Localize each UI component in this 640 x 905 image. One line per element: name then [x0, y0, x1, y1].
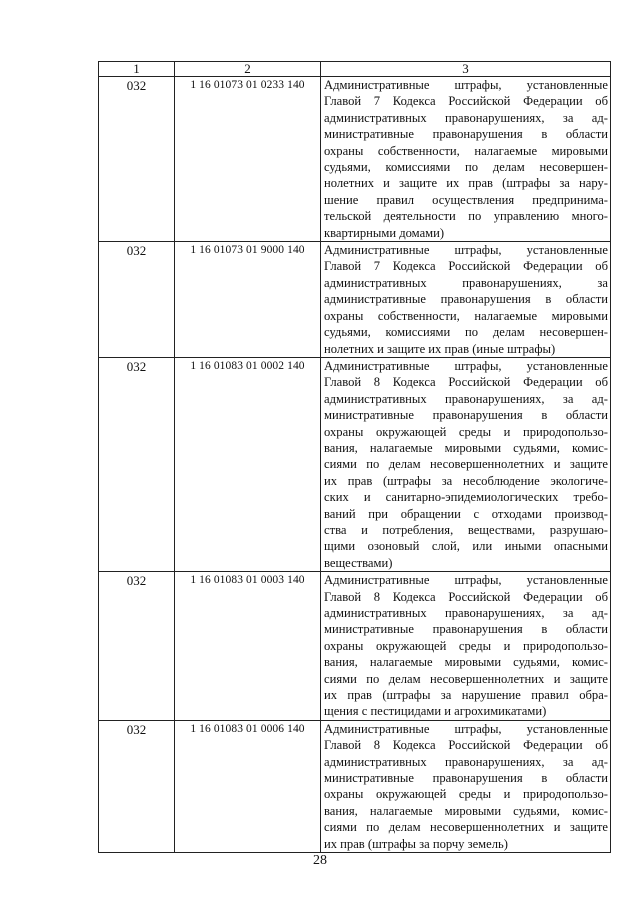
table-row [99, 720, 611, 852]
description-line: Главой 8 Кодекса Российской Федерации об [324, 738, 608, 753]
description-line: административных правонарушениях, за ад- [324, 754, 608, 769]
description-line: сиями по делам несовершеннолетних и защите [324, 820, 608, 835]
page-number: 28 [313, 853, 327, 868]
description-line: министративные правонарушения в области [324, 408, 608, 423]
description-line: нолетних и защите их прав (иные штрафы) [324, 341, 556, 356]
budget-code-cell: 1 16 01083 01 0006 140 [175, 720, 321, 852]
description-line: тельской деятельности по управлению много- [324, 209, 608, 224]
description-line: охраны собственности, налагаемые мировыми [324, 308, 608, 323]
description-line: нолетних и защите их прав (штрафы за нару- [324, 176, 608, 191]
description-line: Главой 8 Кодекса Российской Федерации об [324, 589, 608, 604]
description-line: вания, налагаемые мировыми судьями, комис- [324, 655, 608, 670]
description-cell [321, 242, 611, 358]
description-line: вания, налагаемые мировыми судьями, комис- [324, 803, 608, 818]
description-line: министративные правонарушения в области [324, 127, 608, 142]
description-line: ваний при обращении с отходами производ- [324, 506, 608, 521]
description-line: сиями по делам несовершеннолетних и защите [324, 671, 608, 686]
description-line: министративные правонарушения в области [324, 622, 608, 637]
description-line: их прав (штрафы за нарушение правил обра- [324, 688, 608, 703]
admin-code-cell: 032 [99, 720, 175, 852]
description-line: охраны собственности, налагаемые мировыми [324, 143, 608, 158]
description-line: квартирными домами) [324, 225, 445, 240]
description-line: Главой 8 Кодекса Российской Федерации об [324, 375, 608, 390]
description-cell [321, 720, 611, 852]
budget-code-cell: 1 16 01083 01 0002 140 [175, 357, 321, 571]
description-line: Административные штрафы, установленные [324, 78, 608, 92]
admin-code-cell: 032 [99, 242, 175, 358]
description-line: Главой 7 Кодекса Российской Федерации об [324, 94, 608, 109]
description-line: охраны окружающей среды и природопользо- [324, 787, 608, 802]
description-cell [321, 77, 611, 242]
table-row [99, 572, 611, 721]
admin-code-cell: 032 [99, 357, 175, 571]
description-line: шение правил осуществления предпринима- [324, 192, 608, 207]
header-col-1: 1 [99, 62, 175, 77]
description-line: административных правонарушениях, за ад- [324, 110, 608, 125]
description-line: вания, налагаемые мировыми судьями, комис- [324, 440, 608, 455]
description-line: их прав (штрафы за несоблюдение экологиче- [324, 473, 608, 488]
description-line: судьями, комиссиями по делам несовершен- [324, 325, 608, 340]
description-line: ства и потребления, веществами, разрушаю- [324, 522, 608, 537]
description-line: щими озоновый слой, или иными опасными [324, 539, 608, 554]
description-line: охраны окружающей среды и природопользо- [324, 424, 608, 439]
table-row [99, 242, 611, 358]
budget-code-cell: 1 16 01083 01 0003 140 [175, 572, 321, 721]
admin-code-cell: 032 [99, 572, 175, 721]
description-line: веществами) [324, 555, 393, 570]
description-line: Административные штрафы, установленные [324, 721, 608, 736]
description-cell [321, 357, 611, 571]
budget-code-cell: 1 16 01073 01 9000 140 [175, 242, 321, 358]
table-body [99, 77, 611, 853]
description-line: охраны окружающей среды и природопользо- [324, 638, 608, 653]
description-line: щения с пестицидами и агрохимикатами) [324, 704, 547, 719]
description-line: ских и санитарно-эпидемиологических требо- [324, 490, 608, 505]
description-line: судьями, комиссиями по делам несовершен- [324, 160, 608, 175]
description-line: Административные штрафы, установленные [324, 573, 608, 588]
fines-table [98, 61, 611, 853]
table-row [99, 77, 611, 242]
description-line: Административные штрафы, установленные [324, 243, 608, 258]
admin-code-cell: 032 [99, 77, 175, 242]
description-line: Главой 7 Кодекса Российской Федерации об [324, 259, 608, 274]
description-line: административных правонарушениях, за [324, 275, 608, 290]
description-cell [321, 572, 611, 721]
description-line: сиями по делам несовершеннолетних и защите [324, 457, 608, 472]
description-line: административных правонарушениях, за ад- [324, 391, 608, 406]
header-col-2: 2 [175, 62, 321, 77]
description-line: их прав (штрафы за порчу земель) [324, 836, 508, 851]
description-line: административные правонарушения в области [324, 292, 608, 307]
description-line: министративные правонарушения в области [324, 771, 608, 786]
description-line: Административные штрафы, установленные [324, 358, 608, 373]
description-line: административных правонарушениях, за ад- [324, 606, 608, 620]
budget-code-cell: 1 16 01073 01 0233 140 [175, 77, 321, 242]
table-row [99, 357, 611, 571]
header-col-3: 3 [321, 62, 611, 77]
header-row [99, 62, 611, 77]
